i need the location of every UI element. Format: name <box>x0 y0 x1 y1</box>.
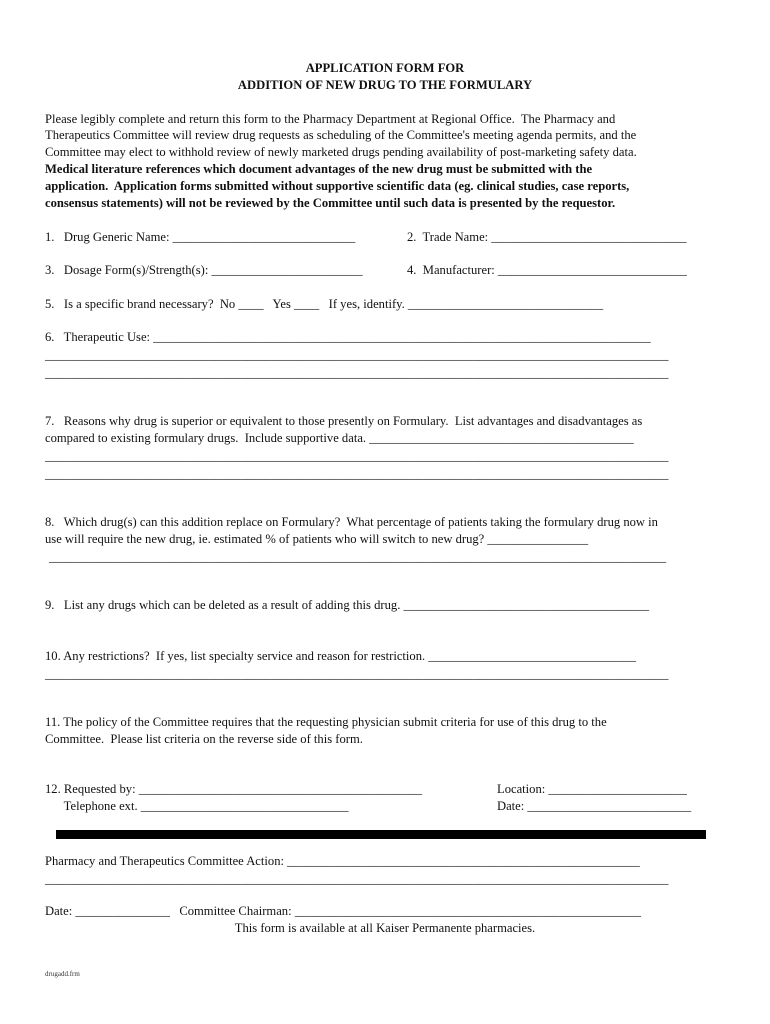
dosage-form-field[interactable]: 3. Dosage Form(s)/Strength(s): ________________________ <box>45 263 363 277</box>
deletable-drugs-field[interactable]: 9. List any drugs which can be deleted as a result of adding this drug. _______________________________________ <box>45 598 650 612</box>
manufacturer-field[interactable]: 4. Manufacturer: ______________________________ <box>407 263 687 277</box>
date-field[interactable]: Date: __________________________ <box>497 799 692 813</box>
form-title-line2: ADDITION OF NEW DRUG TO THE FORMULARY <box>237 78 533 92</box>
section-divider <box>56 830 706 839</box>
requested-by-field[interactable]: 12. Requested by: _____________________________________________ <box>45 782 423 796</box>
telephone-ext-field[interactable]: Telephone ext. _________________________________ <box>45 799 349 813</box>
reasons-question-line-1: 7. Reasons why drug is superior or equivalent to those presently on Formulary. List advantages and disadvantages as <box>45 414 643 428</box>
footer-filename: drugadd.frm <box>45 970 80 978</box>
reasons-question-line-2[interactable]: compared to existing formulary drugs. Include supportive data. __________________________________________ <box>45 431 634 445</box>
availability-note: This form is available at all Kaiser Permanente pharmacies. <box>234 921 536 935</box>
restrictions-field[interactable]: 10. Any restrictions? If yes, list specialty service and reason for restriction. _________________________________ <box>45 649 637 663</box>
replace-question-line-2[interactable]: use will require the new drug, ie. estimated % of patients who will switch to new drug? ________________ <box>45 532 589 546</box>
replace-question-line-1: 8. Which drug(s) can this addition replace on Formulary? What percentage of patients taking the formulary drug now in <box>45 515 658 529</box>
trade-name-field[interactable]: 2. Trade Name: _______________________________ <box>407 230 687 244</box>
reasons-blank-1[interactable]: ___________________________________________________________________________________________________ <box>45 449 669 463</box>
intro-line-1: Please legibly complete and return this form to the Pharmacy Department at Regional Office. The Pharmacy and <box>45 112 616 126</box>
committee-action-blank-1[interactable]: ___________________________________________________________________________________________________ <box>45 872 669 886</box>
intro-bold-line-3: consensus statements) will not be reviewed by the Committee until such data is presented by the requestor. <box>45 196 616 210</box>
intro-line-2: Therapeutics Committee will review drug requests as scheduling of the Committee's meeting agenda permits, and the <box>45 128 637 142</box>
therapeutic-use-blank-2[interactable]: ___________________________________________________________________________________________________ <box>45 366 669 380</box>
reasons-blank-2[interactable]: ___________________________________________________________________________________________________ <box>45 467 669 481</box>
intro-bold-line-2: application. Application forms submitted without supportive scientific data (eg. clinical studies, case reports, <box>45 179 630 193</box>
committee-action-field[interactable]: Pharmacy and Therapeutics Committee Action: ________________________________________________________ <box>45 854 640 868</box>
drug-generic-name-field[interactable]: 1. Drug Generic Name: _____________________________ <box>45 230 356 244</box>
therapeutic-use-field[interactable]: 6. Therapeutic Use: _______________________________________________________________________________ <box>45 330 651 344</box>
form-title-line1: APPLICATION FORM FOR <box>305 61 465 75</box>
specific-brand-field[interactable]: 5. Is a specific brand necessary? No ____ Yes ____ If yes, identify. _______________________________ <box>45 297 604 311</box>
location-field[interactable]: Location: ______________________ <box>497 782 687 796</box>
chairman-date-field[interactable]: Date: _______________ Committee Chairman: _______________________________________________________ <box>45 904 642 918</box>
policy-line-2: Committee. Please list criteria on the reverse side of this form. <box>45 732 363 746</box>
intro-line-3: Committee may elect to withhold review of newly marketed drugs pending availability of post-marketing safety data. <box>45 145 637 159</box>
restrictions-blank-1[interactable]: ___________________________________________________________________________________________________ <box>45 667 669 681</box>
policy-line-1: 11. The policy of the Committee requires that the requesting physician submit criteria for use of this drug to the <box>45 715 607 729</box>
replace-blank-1[interactable]: __________________________________________________________________________________________________ <box>49 550 667 564</box>
therapeutic-use-blank-1[interactable]: ___________________________________________________________________________________________________ <box>45 348 669 362</box>
intro-bold-line-1: Medical literature references which document advantages of the new drug must be submitted with the <box>45 162 593 176</box>
